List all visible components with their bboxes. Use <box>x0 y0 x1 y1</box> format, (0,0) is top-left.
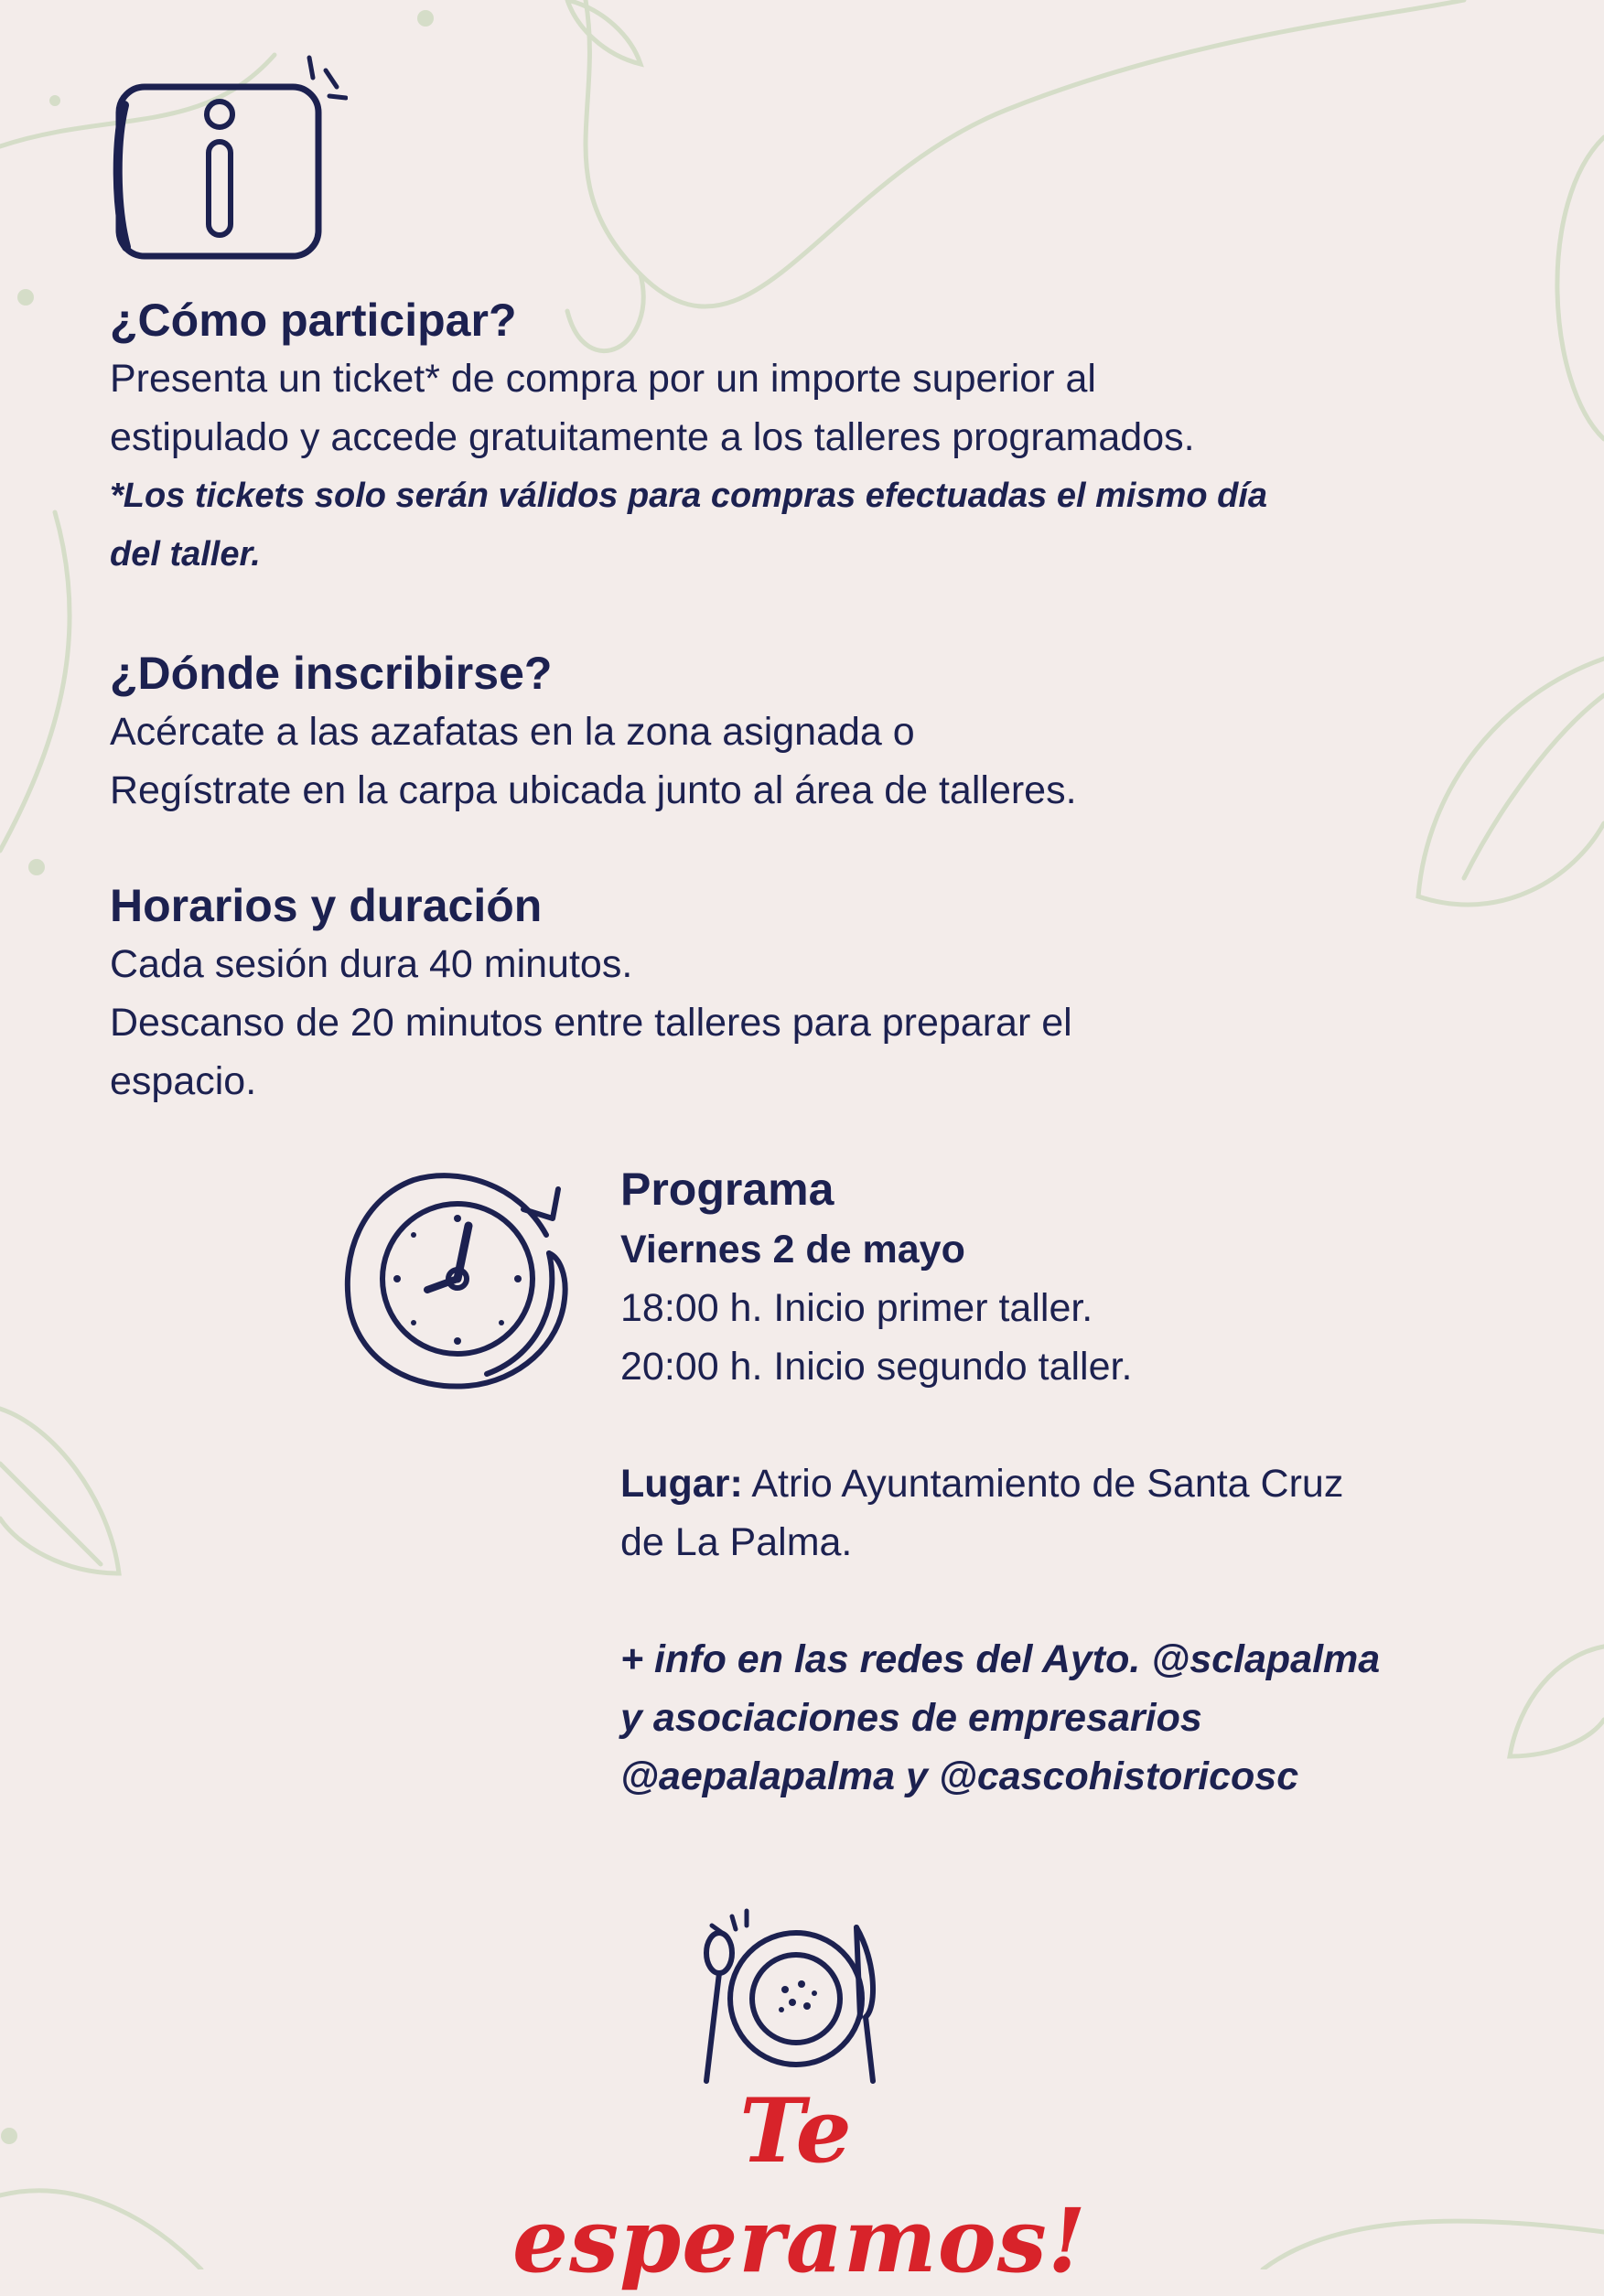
section-programa <box>620 1158 1535 1806</box>
participar-line-1: Presenta un ticket* de compra por un importe superior al <box>110 357 1096 401</box>
programa-date: Viernes 2 de mayo <box>620 1228 965 1271</box>
programa-lugar-line-2: de La Palma. <box>620 1520 853 1564</box>
mas-info-line-3: @aepalapalma y @cascohistoricosc <box>620 1754 1299 1798</box>
lugar-value: Atrio Ayuntamiento de Santa Cruz <box>742 1462 1344 1506</box>
heading-horarios: Horarios y duración <box>110 880 543 931</box>
programa-lugar <box>620 1454 1535 1513</box>
mas-info-line-1: + info en las redes del Ayto. @sclapalma <box>620 1637 1381 1681</box>
programa-slot-2: 20:00 h. Inicio segundo taller. <box>620 1345 1133 1389</box>
heading-como-participar: ¿Cómo participar? <box>110 295 517 346</box>
participar-note-2: del taller. <box>110 535 261 574</box>
heading-programa: Programa <box>620 1164 834 1215</box>
horarios-line-1: Cada sesión dura 40 minutos. <box>110 942 633 986</box>
clock-icon <box>340 1162 578 1395</box>
horarios-line-3: espacio. <box>110 1059 257 1103</box>
inscribirse-line-1: Acércate a las azafatas en la zona asignada o <box>110 710 915 754</box>
inscribirse-line-2: Regístrate en la carpa ubicada junto al área de talleres. <box>110 768 1077 812</box>
info-icon <box>110 50 348 270</box>
participar-line-2: estipulado y accede gratuitamente a los talleres programados. <box>110 415 1195 459</box>
mas-info-line-2: y asociaciones de empresarios <box>620 1696 1202 1740</box>
section-donde-inscribirse <box>110 644 1482 820</box>
section-horarios <box>110 876 1482 1110</box>
plate-cutlery-icon <box>694 1907 895 2090</box>
horarios-line-2: Descanso de 20 minutos entre talleres para preparar el <box>110 1001 1072 1045</box>
participar-note-1: *Los tickets solo serán válidos para compras efectuadas el mismo día <box>110 477 1268 515</box>
te-esperamos-text: Te esperamos! <box>512 2079 1087 2292</box>
lugar-label: Lugar: <box>620 1462 743 1506</box>
section-como-participar <box>110 291 1482 584</box>
heading-donde-inscribirse: ¿Dónde inscribirse? <box>110 648 553 699</box>
programa-slot-1: 18:00 h. Inicio primer taller. <box>620 1286 1093 1330</box>
